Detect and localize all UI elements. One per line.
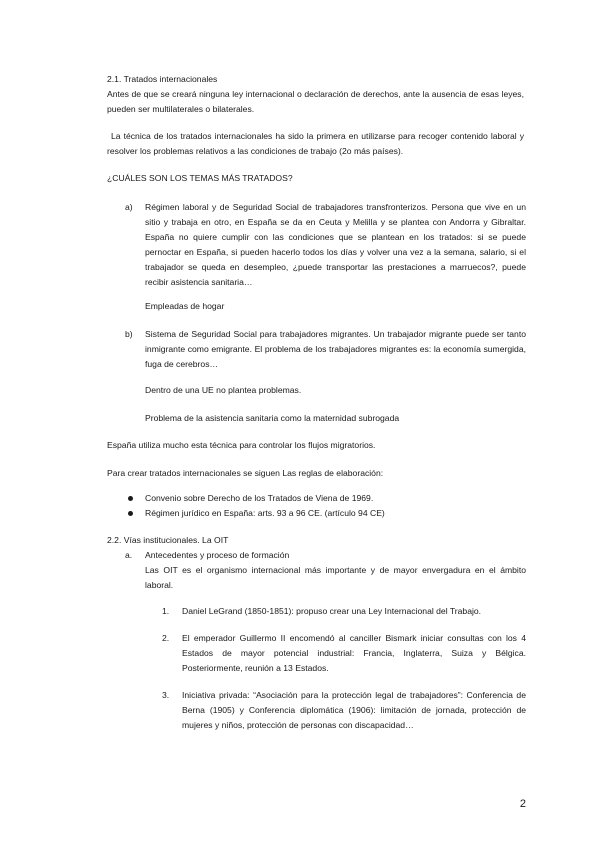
list-number: 2. [162,633,170,643]
item-b-marker: b) [125,329,133,339]
item-a-marker: a) [125,202,133,212]
list-number: 1. [162,606,170,616]
spain-technique-text: España utiliza mucho esta técnica para controlar los flujos migratorios. [107,440,376,450]
topics-question: ¿CUÁLES SON LOS TEMAS MÁS TRATADOS? [107,173,293,183]
item-b-text: Sistema de Seguridad Social para trabajadores migrantes. Un trabajador migrante puede ser tanto inmigrante como emigrante. El problema de los trabajadores migrantes es: la economía sumergida, fuga de cerebros… [145,329,526,369]
list-item-text: Daniel LeGrand (1850-1851): propuso crear una Ley Internacional del Trabajo. [182,606,482,616]
bullet-item: Régimen jurídico en España: arts. 93 a 96 CE. (artículo 94 CE) [145,508,385,518]
bullet-dot-icon [128,511,133,516]
item-b-note-1: Dentro de una UE no plantea problemas. [145,385,302,395]
bullet-item: Convenio sobre Derecho de los Tratados de Viena de 1969. [145,493,374,503]
item-a-text: Régimen laboral y de Seguridad Social de trabajadores transfronterizos. Persona que vive en un sitio y trabaja en otro, en España se da en Ceuta y Melilla y se plantea con Andorra y Gibraltar. España no quiere cumplir con las condiciones que se plantean en los tratados: si se puede pernoctar en España, si pueden hacerlo todos los días y volver una vez a la semana, salario, si el trabajador se queda en desempleo, ¿puede transportar las prestaciones a marruecos?, puede recibir asistencia sanitaria… [145,202,526,287]
subsection-text: Las OIT es el organismo internacional más importante y de mayor envergadura en el ámbito laboral. [145,565,526,590]
list-item-text: Iniciativa privada: “Asociación para la protección legal de trabajadores”: Conferencia de Berna (1905) y Conferencia diplomática (1906): limitación de jornada, protección de mujeres y niños, protección de personas con discapacidad… [182,690,526,730]
section-2-1-intro: Antes de que se creará ninguna ley internacional o declaración de derechos, ante la ausencia de esas leyes, pueden ser multilaterales o bilaterales. [107,89,524,114]
list-number: 3. [162,690,170,700]
bullet-dot-icon [128,496,133,501]
rules-intro: Para crear tratados internacionales se siguen Las reglas de elaboración: [107,468,384,478]
item-a-note: Empleadas de hogar [145,301,225,311]
item-b-note-2: Problema de la asistencia sanitaria como la maternidad subrogada [145,413,400,423]
list-item-text: El emperador Guillermo II encomendó al canciller Bismark iniciar consultas con los 4 Estados de mayor potencial industrial: Francia, Inglaterra, Suiza y Bélgica. Posteriormente, reunión a 13 Estados. [182,633,526,673]
subsection-marker: a. [125,550,133,560]
subsection-heading: Antecedentes y proceso de formación [145,550,290,560]
section-2-1-technique: La técnica de los tratados internacionales ha sido la primera en utilizarse para recoger contenido laboral y resolver los problemas relativos a las condiciones de trabajo (2o más países). [107,131,524,156]
page-number: 2 [519,798,526,810]
section-2-2-heading: 2.2. Vías institucionales. La OIT [107,535,229,545]
section-2-1-heading: 2.1. Tratados internacionales [107,74,218,84]
